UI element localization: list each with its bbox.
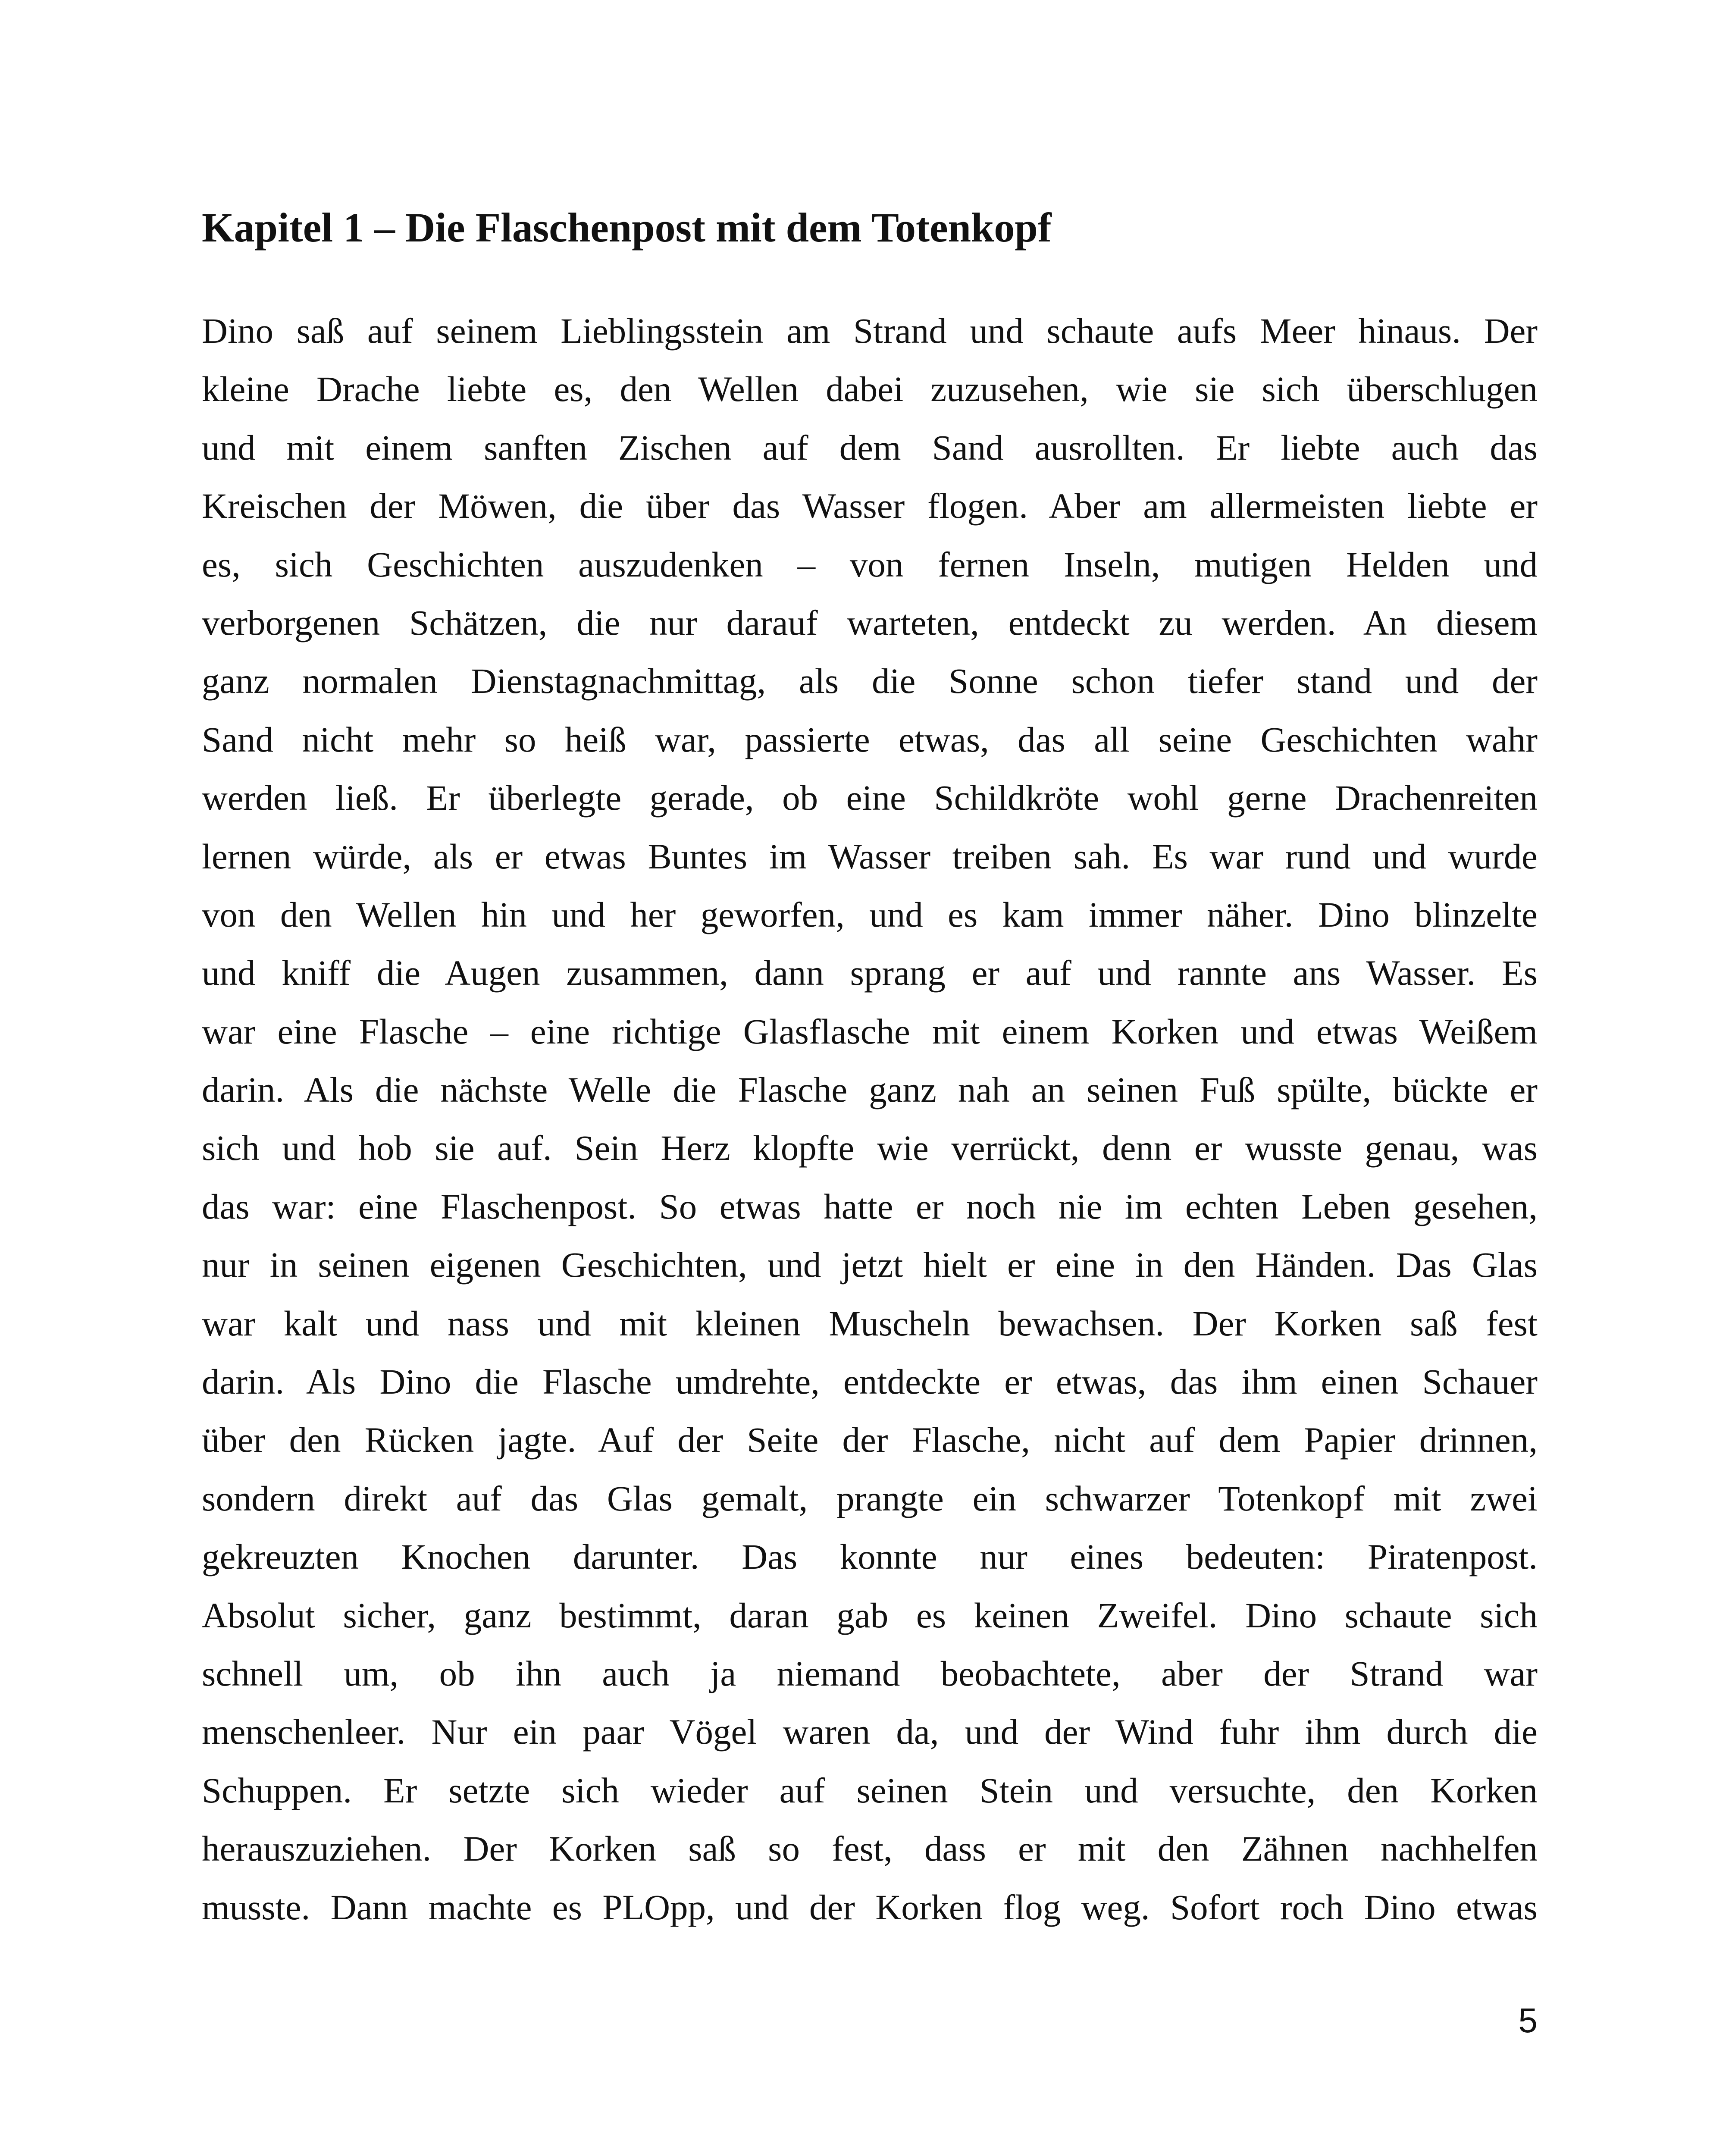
text-line: kleine Drache liebte es, den Wellen dabei zuzusehen, wie sie sich überschlugen <box>202 369 1538 409</box>
body-paragraph <box>202 302 1538 1937</box>
text-line: herauszuziehen. Der Korken saß so fest, dass er mit den Zähnen nachhelfen <box>202 1829 1538 1869</box>
text-line: Dino saß auf seinem Lieblingsstein am Strand und schaute aufs Meer hinaus. Der <box>202 311 1538 351</box>
text-line: und kniff die Augen zusammen, dann sprang er auf und rannte ans Wasser. Es <box>202 953 1538 993</box>
text-line: menschenleer. Nur ein paar Vögel waren da, und der Wind fuhr ihm durch die <box>202 1712 1538 1752</box>
text-line: Kreischen der Möwen, die über das Wasser flogen. Aber am allermeisten liebte er <box>202 486 1538 526</box>
text-line: Schuppen. Er setzte sich wieder auf seinen Stein und versuchte, den Korken <box>202 1770 1538 1810</box>
text-line: werden ließ. Er überlegte gerade, ob eine Schildkröte wohl gerne Drachenreiten <box>202 778 1538 818</box>
text-line: darin. Als Dino die Flasche umdrehte, entdeckte er etwas, das ihm einen Schauer <box>202 1362 1538 1402</box>
text-line: Absolut sicher, ganz bestimmt, daran gab es keinen Zweifel. Dino schaute sich <box>202 1595 1538 1635</box>
text-line: Sand nicht mehr so heiß war, passierte etwas, das all seine Geschichten wahr <box>202 719 1538 759</box>
text-line: sich und hob sie auf. Sein Herz klopfte wie verrückt, denn er wusste genau, was <box>202 1128 1538 1168</box>
text-line: musste. Dann machte es PLOpp, und der Korken flog weg. Sofort roch Dino etwas <box>202 1887 1538 1927</box>
text-line: war eine Flasche – eine richtige Glasflasche mit einem Korken und etwas Weißem <box>202 1011 1538 1051</box>
text-line: von den Wellen hin und her geworfen, und es kam immer näher. Dino blinzelte <box>202 894 1538 934</box>
text-line: es, sich Geschichten auszudenken – von fernen Inseln, mutigen Helden und <box>202 544 1538 584</box>
text-line: ganz normalen Dienstagnachmittag, als die Sonne schon tiefer stand und der <box>202 661 1538 701</box>
text-line: gekreuzten Knochen darunter. Das konnte nur eines bedeuten: Piratenpost. <box>202 1537 1538 1577</box>
chapter-title: Kapitel 1 – Die Flaschenpost mit dem Totenkopf <box>202 204 1052 251</box>
text-line: nur in seinen eigenen Geschichten, und jetzt hielt er eine in den Händen. Das Glas <box>202 1245 1538 1285</box>
text-line: das war: eine Flaschenpost. So etwas hatte er noch nie im echten Leben gesehen, <box>202 1186 1538 1226</box>
text-line: darin. Als die nächste Welle die Flasche ganz nah an seinen Fuß spülte, bückte er <box>202 1070 1538 1110</box>
text-line: sondern direkt auf das Glas gemalt, prangte ein schwarzer Totenkopf mit zwei <box>202 1478 1538 1518</box>
text-line: über den Rücken jagte. Auf der Seite der Flasche, nicht auf dem Papier drinnen, <box>202 1420 1538 1460</box>
text-line: war kalt und nass und mit kleinen Muscheln bewachsen. Der Korken saß fest <box>202 1303 1538 1343</box>
text-line: verborgenen Schätzen, die nur darauf warteten, entdeckt zu werden. An diesem <box>202 602 1538 642</box>
text-line: und mit einem sanften Zischen auf dem Sand ausrollten. Er liebte auch das <box>202 427 1538 467</box>
text-line: lernen würde, als er etwas Buntes im Wasser treiben sah. Es war rund und wurde <box>202 836 1538 876</box>
text-line: schnell um, ob ihn auch ja niemand beobachtete, aber der Strand war <box>202 1653 1538 1693</box>
page-number: 5 <box>1518 2001 1538 2040</box>
